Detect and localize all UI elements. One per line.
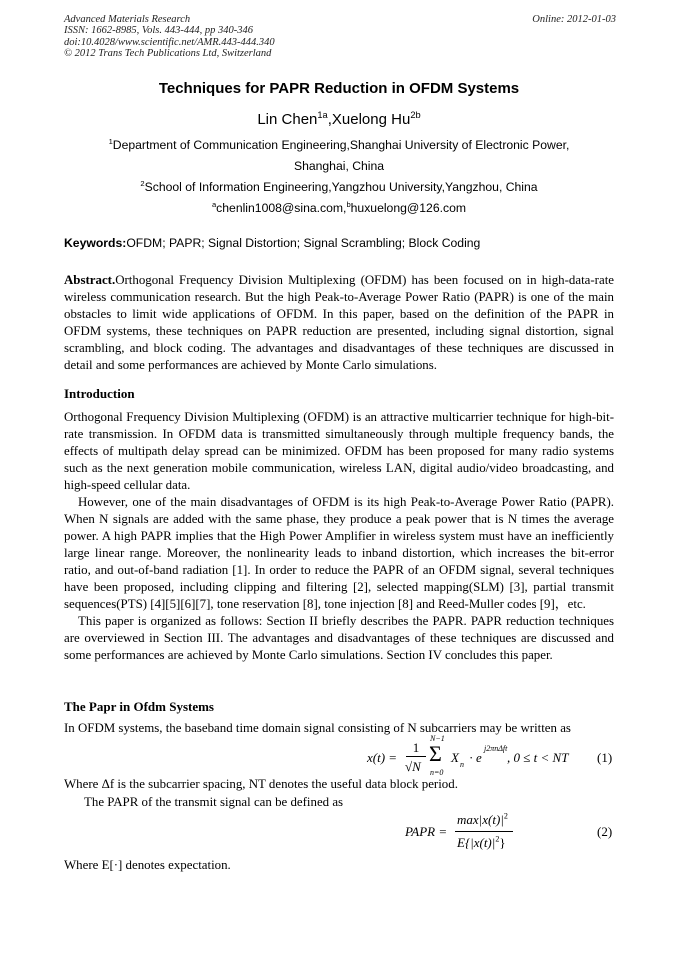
affiliation-1-line-2: Shanghai, China: [293, 159, 385, 173]
abstract: [64, 272, 614, 374]
eq2-den-close: }: [499, 835, 506, 850]
doi-line: doi:10.4028/www.scientific.net/AMR.443-444.340: [64, 36, 275, 48]
eq2-frac-bar: [455, 831, 513, 832]
eq2-denominator: [457, 835, 506, 851]
author-2-sup: 2b: [410, 110, 421, 120]
affiliation-2-sup: 2: [140, 178, 145, 188]
eq1-sum-top: N−1: [430, 734, 445, 743]
where-line-2: Where E[·] denotes expectation.: [64, 858, 231, 872]
eq2-num-text: max|x(t)|: [457, 812, 504, 827]
keywords-label: Keywords:: [64, 236, 127, 250]
eq1-exponent: j2πnΔft: [484, 744, 508, 753]
eq1-sigma: Σ: [429, 741, 442, 766]
keywords: [64, 236, 480, 250]
eq1-sum-bottom: n=0: [430, 768, 444, 777]
affiliation-2: [0, 180, 678, 194]
eq2-lhs: PAPR =: [405, 824, 448, 839]
papr-definition-line: The PAPR of the transmit signal can be defined as: [84, 795, 344, 809]
author-1-sup: 1a: [317, 110, 328, 120]
abstract-label: Abstract.: [64, 273, 116, 287]
where-line-1: Where Δf is the subcarrier spacing, NT denotes the useful data block period.: [64, 777, 458, 791]
email-sup-a: a: [211, 199, 217, 209]
journal-name: Advanced Materials Research: [64, 14, 191, 25]
keywords-text: OFDM; PAPR; Signal Distortion; Signal Scrambling; Block Coding: [126, 236, 481, 250]
eq1-frac-num: 1: [412, 740, 420, 755]
affiliation-1-line-1: [0, 138, 678, 152]
email-a: chenlin1008@sina.com,: [216, 201, 347, 215]
eq1-frac-den: √N: [405, 759, 421, 774]
eq1-sub: n: [460, 760, 464, 769]
affiliation-2-text: School of Information Engineering,Yangzhou University,Yangzhou, China: [144, 180, 538, 194]
online-date: Online: 2012-01-03: [532, 14, 616, 25]
intro-paragraph-2: However, one of the main disadvantages of OFDM is its high Peak-to-Average Power Ratio (PAPR). When N signals are added with the same phase, they produce a peak power that is N times the average power. A high PAPR implies that the High Power Amplifier in wireless system must have an inefficiently large linear range. Moreover, the nonlinearity leads to inband distortion, which increases the bit-error ratio, and out-of-band radiation [1]. In order to reduce the PAPR of an OFDM signal, several techniques have been proposed, including clipping and filtering [2], selected mapping(SLM) [3], partial transmit sequences(PTS) [4][5][6][7], tone reservation [8], tone injection [8] and Reed-Muller codes [9]，etc.: [64, 495, 614, 611]
introduction-heading: Introduction: [64, 386, 135, 401]
email-sup-b: b: [346, 199, 351, 209]
eq1-frac-bar: [406, 756, 426, 757]
author-1: Lin Chen: [257, 111, 318, 128]
email-b: huxuelong@126.com: [350, 201, 467, 215]
issn-line: ISSN: 1662-8985, Vols. 443-444, pp 340-346: [64, 25, 253, 37]
eq2-num-sup: 2: [503, 811, 508, 821]
eq1-exp-base: e: [476, 750, 482, 765]
affiliation-1-sup: 1: [108, 136, 113, 146]
eq1-dot: ·: [469, 750, 474, 765]
intro-paragraph-3: This paper is organized as follows: Section II briefly describes the PAPR. PAPR reduction techniques are overviewed in Section III. The advantages and disadvantages of these techniques are discussed and some performances are achieved by Monte Carlo simulations. Section IV concludes this paper.: [64, 614, 614, 662]
eq2-numerator: [457, 812, 508, 828]
abstract-text: Orthogonal Frequency Division Multiplexing (OFDM) has been focused on in high-data-rate wireless communication research. But the high Peak-to-Average Power Ratio (PAPR) is one of the main obstacles to limit wide applications of OFDM. In this paper, based on the definition of the PAPR in OFDM systems, these techniques on PAPR reduction are presented, including signal distortion, signal scrambling, and block coding. The advantages and disadvantages of these techniques are discussed in detail and some performances are achieved by Monte Carlo simulations.: [64, 273, 614, 372]
papr-intro-line: In OFDM systems, the baseband time domain signal consisting of N subcarriers may be written as: [64, 721, 571, 735]
eq1-lhs: x(t) =: [367, 750, 398, 765]
affiliation-1-text: Department of Communication Engineering,Shanghai University of Electronic Power,: [112, 138, 570, 152]
eq2-den-sup: 2: [495, 834, 500, 844]
copyright-line: © 2012 Trans Tech Publications Ltd, Switzerland: [64, 48, 272, 60]
equation-2: [405, 812, 525, 856]
equation-2-number: (2): [597, 824, 613, 839]
eq1-condition: , 0 ≤ t < NT: [507, 750, 569, 765]
equation-1: [367, 734, 577, 778]
email-line: [0, 201, 678, 215]
eq1-term: X: [451, 750, 459, 765]
equation-1-number: (1): [597, 750, 613, 765]
author-2: Xuelong Hu: [331, 111, 411, 128]
author-separator: ,: [327, 111, 332, 128]
author-line: [0, 111, 678, 128]
introduction-body: [64, 409, 614, 664]
intro-paragraph-1: Orthogonal Frequency Division Multiplexing (OFDM) is an attractive multicarrier technique for high-bit-rate transmission. In OFDM data is transmitted simultaneously through multiple frequency bands, the effects of multipath delay spread can be minimized. OFDM has been proposed for many radio systems such as the next generation mobile communication, wireless LAN, digital audio/video broadcasting, and high-speed cellular data.: [64, 410, 614, 492]
journal-header: [64, 14, 616, 60]
paper-title: Techniques for PAPR Reduction in OFDM Systems: [158, 80, 520, 97]
papr-section-heading: The Papr in Ofdm Systems: [64, 699, 214, 714]
eq2-den-text: E{|x(t)|: [457, 835, 496, 850]
